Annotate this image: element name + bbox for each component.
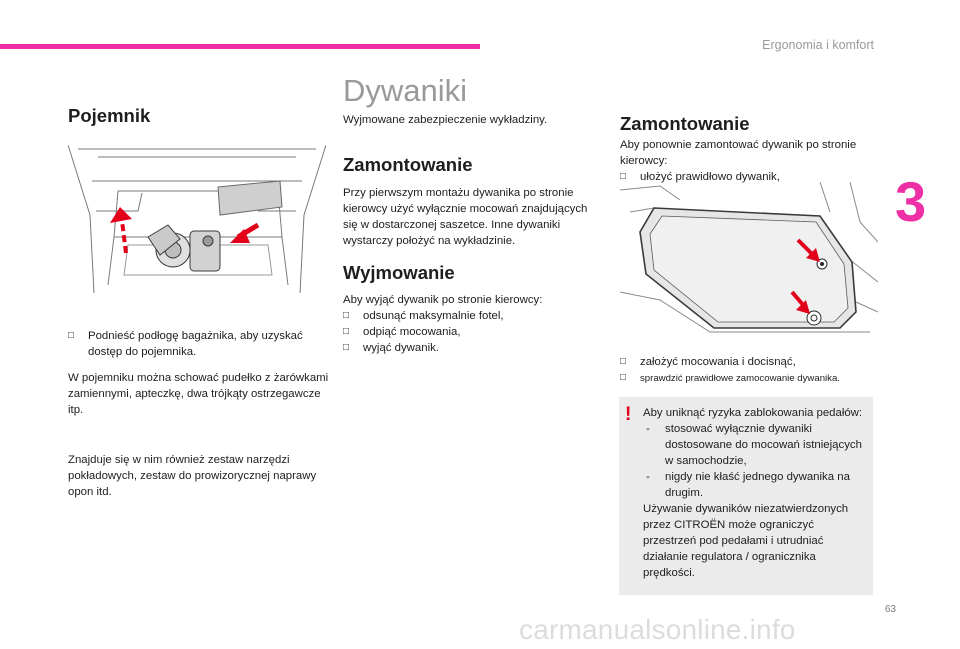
boot-storage-illustration [68,145,326,293]
dash-bullet: - [646,423,650,435]
warning-box [619,397,873,595]
storage-text [68,328,330,500]
checkbox-bullet-icon: □ [343,342,350,354]
column-storage [68,105,330,127]
step-text: odpiąć mocowania, [363,326,461,339]
watermark-text: carmanualsonline.info [519,614,796,645]
mounting-text: Przy pierwszym montażu dywanika po stronie kierowcy użyć wyłącznie mocowań znajdujących się w dostarczonej saszetce. Inne dywaniki wystarczy położyć na wykładzinie. [343,187,588,248]
exclamation-warning-icon: ! [625,404,632,425]
list-item [643,421,865,469]
warning-list [643,421,865,501]
warning-outro: Używanie dywaników niezatwierdzonych przez CITROËN może ograniczyć przestrzeń pod pedałami i utrudniać działanie regulatora / ogranicznika prędkości. [643,503,849,579]
list-item [343,308,593,324]
mats-intro: Wyjmowane zabezpieczenie wykładziny. [343,114,548,127]
chapter-number: 3 [895,170,927,233]
step-text: założyć mocowania i docisnąć, [640,356,796,368]
refit-steps-list [620,354,878,387]
checkbox-bullet-icon: □ [620,171,627,183]
column-refit [620,113,875,185]
arrow-pointing-storage [230,225,258,243]
storage-paragraph-2: Znajduje się w nim również zestaw narzędzi pokładowych, zestaw do prowizorycznej naprawy opon itd. [68,454,317,498]
refit-intro: Aby ponownie zamontować dywanik po stronie kierowcy: [620,139,857,168]
step-text: ułożyć prawidłowo dywanik, [640,171,780,184]
checkbox-bullet-icon: □ [620,356,627,367]
heading-refit: Zamontowanie [620,113,750,134]
storage-paragraph-1: W pojemniku można schować pudełko z żarówkami zamiennymi, apteczkę, dwa trójkąty ostrzegawcze itp. [68,372,329,416]
removal-intro: Aby wyjąć dywanik po stronie kierowcy: [343,294,543,307]
floor-mat-illustration [620,182,878,340]
list-item [343,340,593,356]
refit-steps-2 [620,354,878,387]
heading-storage: Pojemnik [68,105,151,126]
storage-steps [68,328,330,360]
section-title: Ergonomia i komfort [762,38,874,52]
heading-removal: Wyjmowanie [343,262,455,284]
heading-mounting: Zamontowanie [343,154,473,176]
dash-bullet: - [646,471,650,483]
step-text: Podnieść podłogę bagażnika, aby uzyskać dostęp do pojemnika. [88,330,303,358]
step-text: wyjąć dywanik. [363,342,439,355]
checkbox-bullet-icon: □ [68,330,75,341]
step-text: odsunąć maksymalnie fotel, [363,310,504,323]
column-mats [343,74,593,356]
warning-intro: Aby uniknąć ryzyka zablokowania pedałów: [643,407,863,419]
page-title: Dywaniki [343,73,468,108]
warning-item-text: stosować wyłącznie dywaniki dostosowane do mocowań istniejących w samochodzie, [665,423,862,467]
list-item [620,370,878,387]
page-number: 63 [884,604,896,615]
checkbox-bullet-icon: □ [343,310,350,322]
removal-steps [343,308,593,356]
checkbox-bullet-icon: □ [620,372,627,383]
warning-item-text: nigdy nie kłaść jednego dywanika na drugim. [665,471,850,499]
header-accent-bar [0,44,480,49]
list-item [68,328,330,360]
list-item [343,324,593,340]
checkbox-bullet-icon: □ [343,326,350,338]
step-text: sprawdzić prawidłowe zamocowanie dywanika. [640,373,840,384]
list-item [643,469,865,501]
list-item [620,354,878,370]
